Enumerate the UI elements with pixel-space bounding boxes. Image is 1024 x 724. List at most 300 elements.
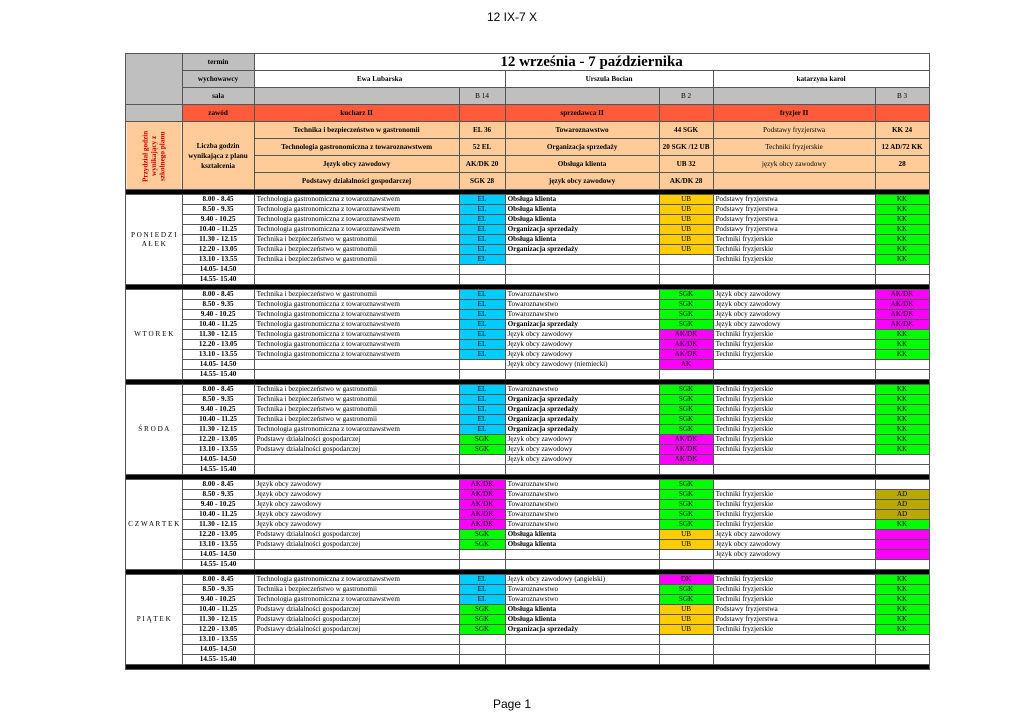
- subject-cell: Organizacja sprzedaży: [505, 405, 659, 415]
- lesson-row: [126, 195, 930, 205]
- teacher-code: SGK: [659, 510, 713, 520]
- teacher-code: EL: [459, 310, 505, 320]
- subject-cell: [505, 560, 659, 570]
- plan-cell: Technologia gastronomiczna z towaroznawstwem: [254, 139, 459, 156]
- subject-cell: Obsługa klienta: [505, 605, 659, 615]
- subject-cell: Techniki fryzjerskie: [713, 330, 875, 340]
- teacher-code: [659, 370, 713, 380]
- subject-cell: Techniki fryzjerskie: [713, 385, 875, 395]
- teacher-code: AK/DK: [459, 520, 505, 530]
- subject-cell: Technologia gastronomiczna z towaroznawstwem: [254, 205, 459, 215]
- teacher-code: SGK: [459, 625, 505, 635]
- teacher-code: SGK: [659, 490, 713, 500]
- lesson-row: [126, 560, 930, 570]
- teacher-code: [875, 265, 929, 275]
- subject-cell: Język obcy zawodowy: [713, 550, 875, 560]
- lesson-row: [126, 490, 930, 500]
- time-cell: 8.50 - 9.35: [182, 300, 254, 310]
- subject-cell: [713, 480, 875, 490]
- lesson-row: [126, 550, 930, 560]
- subject-cell: [713, 635, 875, 645]
- time-cell: 13.10 - 13.55: [182, 540, 254, 550]
- lesson-row: [126, 340, 930, 350]
- subject-cell: Techniki fryzjerskie: [713, 500, 875, 510]
- teacher-code: EL: [459, 225, 505, 235]
- page-footer: Page 1: [492, 697, 532, 711]
- subject-cell: Język obcy zawodowy (niemiecki): [505, 360, 659, 370]
- time-cell: 14.55- 15.40: [182, 275, 254, 285]
- teacher-code: KK: [875, 405, 929, 415]
- teacher-code: UB: [659, 245, 713, 255]
- subject-cell: Techniki fryzjerskie: [713, 435, 875, 445]
- subject-cell: Technologia gastronomiczna z towaroznawstwem: [254, 320, 459, 330]
- subject-cell: [505, 465, 659, 475]
- lesson-row: [126, 625, 930, 635]
- liczba-label: Liczba godzin wynikająca z planu kształcenia: [182, 122, 254, 190]
- subject-cell: [254, 465, 459, 475]
- teacher-code: SGK: [659, 385, 713, 395]
- subject-cell: Technologia gastronomiczna z towaroznawstwem: [254, 300, 459, 310]
- teacher-code: SGK: [659, 585, 713, 595]
- plan-cell: Towaroznawstwo: [505, 122, 659, 139]
- time-cell: 14.05- 14.50: [182, 550, 254, 560]
- subject-cell: Język obcy zawodowy: [713, 320, 875, 330]
- lesson-row: [126, 245, 930, 255]
- lesson-row: [126, 385, 930, 395]
- teacher-code: AK/DK: [875, 310, 929, 320]
- subject-cell: Towaroznawstwo: [505, 585, 659, 595]
- subject-cell: Technologia gastronomiczna z towaroznawstwem: [254, 575, 459, 585]
- teacher-code: EL: [459, 350, 505, 360]
- teacher-code: [875, 530, 929, 540]
- plan-row: [126, 122, 930, 139]
- teacher-code: AK/DK: [875, 290, 929, 300]
- teacher-code: EL: [459, 290, 505, 300]
- subject-cell: Technologia gastronomiczna z towaroznawstwem: [254, 310, 459, 320]
- teacher-code: EL: [459, 330, 505, 340]
- subject-cell: Organizacja sprzedaży: [505, 320, 659, 330]
- subject-cell: Podstawy fryzjerstwa: [713, 615, 875, 625]
- lesson-row: [126, 405, 930, 415]
- subject-cell: [505, 275, 659, 285]
- plan-cell: AK/DK 20: [459, 156, 505, 173]
- zawod-label: zawód: [182, 105, 254, 122]
- subject-cell: Organizacja sprzedaży: [505, 425, 659, 435]
- teacher-code: SGK: [659, 395, 713, 405]
- subject-cell: Towaroznawstwo: [505, 300, 659, 310]
- teacher-code: KK: [875, 585, 929, 595]
- subject-cell: [505, 550, 659, 560]
- teacher-code: EL: [459, 245, 505, 255]
- subject-cell: Podstawy fryzjerstwa: [713, 195, 875, 205]
- teacher-code: UB: [659, 235, 713, 245]
- time-cell: 14.55- 15.40: [182, 465, 254, 475]
- period-title: 12 września - 7 października: [254, 54, 929, 71]
- teacher-code: AK/DK: [659, 435, 713, 445]
- subject-cell: Techniki fryzjerskie: [713, 415, 875, 425]
- subject-cell: Język obcy zawodowy: [713, 540, 875, 550]
- teacher-code: [875, 645, 929, 655]
- subject-cell: Technika i bezpieczeństwo w gastronomii: [254, 415, 459, 425]
- subject-cell: Technika i bezpieczeństwo w gastronomii: [254, 255, 459, 265]
- teacher-code: EL: [459, 395, 505, 405]
- teacher-code: [459, 360, 505, 370]
- subject-cell: Towaroznawstwo: [505, 290, 659, 300]
- teacher-code: SGK: [659, 480, 713, 490]
- time-cell: 12.20 - 13.05: [182, 625, 254, 635]
- lesson-row: [126, 500, 930, 510]
- teacher-code: AK: [659, 360, 713, 370]
- time-cell: 14.05- 14.50: [182, 265, 254, 275]
- teacher-code: [659, 465, 713, 475]
- subject-cell: Technika i bezpieczeństwo w gastronomii: [254, 395, 459, 405]
- teacher-code: [459, 465, 505, 475]
- time-cell: 10.40 - 11.25: [182, 225, 254, 235]
- lesson-row: [126, 605, 930, 615]
- teacher-code: [875, 560, 929, 570]
- separator: [126, 665, 930, 670]
- teacher-code: [459, 550, 505, 560]
- teacher-code: EL: [459, 595, 505, 605]
- subject-cell: Technika i bezpieczeństwo w gastronomii: [254, 245, 459, 255]
- subject-cell: Obsługa klienta: [505, 530, 659, 540]
- lesson-row: [126, 445, 930, 455]
- time-cell: 11.30 - 12.15: [182, 425, 254, 435]
- subject-cell: Podstawy fryzjerstwa: [713, 225, 875, 235]
- teacher-code: EL: [459, 385, 505, 395]
- teacher-code: [659, 550, 713, 560]
- lesson-row: [126, 455, 930, 465]
- day-label: P O N I E D Z I A Ł E K: [126, 195, 183, 285]
- plan-cell: Technika i bezpieczeństwo w gastronomii: [254, 122, 459, 139]
- teacher-code: [459, 455, 505, 465]
- subject-cell: Organizacja sprzedaży: [505, 245, 659, 255]
- teacher-code: KK: [875, 195, 929, 205]
- time-cell: 8.50 - 9.35: [182, 395, 254, 405]
- time-cell: 13.10 - 13.55: [182, 445, 254, 455]
- subject-cell: Obsługa klienta: [505, 205, 659, 215]
- subject-cell: Podstawy działalności gospodarczej: [254, 540, 459, 550]
- lesson-row: [126, 415, 930, 425]
- teacher-code: [659, 275, 713, 285]
- subject-cell: [254, 645, 459, 655]
- time-cell: 10.40 - 11.25: [182, 415, 254, 425]
- lesson-row: [126, 520, 930, 530]
- lesson-row: [126, 395, 930, 405]
- teacher-code: SGK: [459, 530, 505, 540]
- lesson-row: [126, 360, 930, 370]
- subject-cell: Język obcy zawodowy: [505, 350, 659, 360]
- plan-cell: 12 AD/72 KK: [875, 139, 929, 156]
- teacher-code: [659, 265, 713, 275]
- day-label: P I Ą T E K: [126, 575, 183, 665]
- teacher-code: AD: [875, 490, 929, 500]
- teacher-code: AK/DK: [459, 480, 505, 490]
- day-label: W T O R E K: [126, 290, 183, 380]
- subject-cell: Techniki fryzjerskie: [713, 575, 875, 585]
- subject-cell: Techniki fryzjerskie: [713, 595, 875, 605]
- teacher-code: SGK: [659, 415, 713, 425]
- time-cell: 12.20 - 13.05: [182, 340, 254, 350]
- teacher-code: [459, 370, 505, 380]
- plan-cell: AK/DK 28: [659, 173, 713, 190]
- teacher-code: EL: [459, 215, 505, 225]
- plan-cell: [713, 173, 875, 190]
- subject-cell: [505, 635, 659, 645]
- profession-1: kucharz II: [254, 105, 459, 122]
- teacher-1: Ewa Lubarska: [254, 71, 505, 88]
- subject-cell: Technika i bezpieczeństwo w gastronomii: [254, 385, 459, 395]
- teacher-code: UB: [659, 605, 713, 615]
- subject-cell: Techniki fryzjerskie: [713, 445, 875, 455]
- teacher-2: Urszula Bocian: [505, 71, 713, 88]
- subject-cell: [254, 655, 459, 665]
- subject-cell: Towaroznawstwo: [505, 595, 659, 605]
- schedule-table: [125, 53, 930, 670]
- termin-label: termin: [182, 54, 254, 71]
- teacher-code: AD: [875, 500, 929, 510]
- subject-cell: Język obcy zawodowy: [505, 330, 659, 340]
- subject-cell: Techniki fryzjerskie: [713, 510, 875, 520]
- plan-cell: SGK 28: [459, 173, 505, 190]
- plan-cell: Język obcy zawodowy: [254, 156, 459, 173]
- teacher-code: [459, 275, 505, 285]
- teacher-code: [459, 645, 505, 655]
- subject-cell: [505, 645, 659, 655]
- teacher-code: KK: [875, 395, 929, 405]
- plan-cell: Organizacja sprzedaży: [505, 139, 659, 156]
- lesson-row: [126, 645, 930, 655]
- subject-cell: Język obcy zawodowy: [505, 455, 659, 465]
- teacher-code: KK: [875, 415, 929, 425]
- lesson-row: [126, 310, 930, 320]
- teacher-code: EL: [459, 425, 505, 435]
- plan-cell: Obsługa klienta: [505, 156, 659, 173]
- subject-cell: Język obcy zawodowy: [254, 510, 459, 520]
- teacher-code: AD: [875, 510, 929, 520]
- subject-cell: [254, 265, 459, 275]
- teacher-code: UB: [659, 215, 713, 225]
- teacher-code: EL: [459, 575, 505, 585]
- subject-cell: Technika i bezpieczeństwo w gastronomii: [254, 405, 459, 415]
- sala-label: sala: [182, 88, 254, 105]
- subject-cell: Towaroznawstwo: [505, 480, 659, 490]
- teacher-code: KK: [875, 385, 929, 395]
- teacher-code: AK/DK: [459, 500, 505, 510]
- teacher-code: [459, 265, 505, 275]
- subject-cell: Towaroznawstwo: [505, 490, 659, 500]
- profession-3: fryzjer II: [713, 105, 875, 122]
- subject-cell: [254, 275, 459, 285]
- teacher-code: UB: [659, 625, 713, 635]
- subject-cell: Język obcy zawodowy: [254, 480, 459, 490]
- teacher-code: SGK: [659, 300, 713, 310]
- lesson-row: [126, 290, 930, 300]
- time-cell: 11.30 - 12.15: [182, 235, 254, 245]
- subject-cell: Podstawy działalności gospodarczej: [254, 435, 459, 445]
- lesson-row: [126, 635, 930, 645]
- teacher-code: SGK: [659, 320, 713, 330]
- subject-cell: Technologia gastronomiczna z towaroznawstwem: [254, 340, 459, 350]
- teacher-code: KK: [875, 215, 929, 225]
- teacher-code: [459, 655, 505, 665]
- corner-cell: [126, 54, 183, 105]
- lesson-row: [126, 480, 930, 490]
- subject-cell: Techniki fryzjerskie: [713, 350, 875, 360]
- teacher-code: SGK: [659, 520, 713, 530]
- subject-cell: Technologia gastronomiczna z towaroznawstwem: [254, 425, 459, 435]
- teacher-code: UB: [659, 540, 713, 550]
- teacher-code: SGK: [459, 435, 505, 445]
- subject-cell: Techniki fryzjerskie: [713, 490, 875, 500]
- separator-row: [126, 665, 930, 670]
- plan-cell: EL 36: [459, 122, 505, 139]
- lesson-row: [126, 540, 930, 550]
- teacher-code: EL: [459, 340, 505, 350]
- teacher-code: AK/DK: [459, 510, 505, 520]
- teacher-code: UB: [659, 195, 713, 205]
- subject-cell: [713, 655, 875, 665]
- teacher-code: KK: [875, 235, 929, 245]
- plan-cell: język obcy zawodowy: [713, 156, 875, 173]
- time-cell: 11.30 - 12.15: [182, 520, 254, 530]
- subject-cell: Techniki fryzjerskie: [713, 625, 875, 635]
- teacher-code: SGK: [659, 425, 713, 435]
- subject-cell: Techniki fryzjerskie: [713, 405, 875, 415]
- teacher-code: EL: [459, 205, 505, 215]
- time-cell: 14.05- 14.50: [182, 645, 254, 655]
- teacher-code: KK: [875, 615, 929, 625]
- teacher-code: KK: [875, 520, 929, 530]
- teacher-code: KK: [875, 225, 929, 235]
- wychowawcy-label: wychowawcy: [182, 71, 254, 88]
- subject-cell: Techniki fryzjerskie: [713, 425, 875, 435]
- day-label: C Z W A R T E K: [126, 480, 183, 570]
- time-cell: 10.40 - 11.25: [182, 510, 254, 520]
- teacher-code: SGK: [659, 290, 713, 300]
- lesson-row: [126, 205, 930, 215]
- time-cell: 10.40 - 11.25: [182, 605, 254, 615]
- lesson-row: [126, 330, 930, 340]
- subject-cell: [505, 255, 659, 265]
- teacher-code: SGK: [459, 445, 505, 455]
- subject-cell: [505, 655, 659, 665]
- teacher-code: [659, 560, 713, 570]
- teacher-code: KK: [875, 625, 929, 635]
- teacher-code: KK: [875, 425, 929, 435]
- time-cell: 12.20 - 13.05: [182, 245, 254, 255]
- subject-cell: Techniki fryzjerskie: [713, 520, 875, 530]
- time-cell: 11.30 - 12.15: [182, 330, 254, 340]
- teacher-code: AK/DK: [459, 490, 505, 500]
- teacher-code: KK: [875, 245, 929, 255]
- subject-cell: Techniki fryzjerskie: [713, 585, 875, 595]
- subject-cell: Towaroznawstwo: [505, 385, 659, 395]
- teacher-code: [875, 540, 929, 550]
- subject-cell: Język obcy zawodowy: [505, 340, 659, 350]
- subject-cell: Język obcy zawodowy (angielski): [505, 575, 659, 585]
- subject-cell: Podstawy działalności gospodarczej: [254, 445, 459, 455]
- teacher-code: KK: [875, 575, 929, 585]
- teacher-code: KK: [875, 350, 929, 360]
- teacher-code: [875, 455, 929, 465]
- time-cell: 13.10 - 13.55: [182, 350, 254, 360]
- teacher-code: [875, 370, 929, 380]
- lesson-row: [126, 465, 930, 475]
- teacher-code: AK/DK: [659, 330, 713, 340]
- teacher-code: KK: [875, 445, 929, 455]
- subject-cell: Podstawy działalności gospodarczej: [254, 615, 459, 625]
- subject-cell: Techniki fryzjerskie: [713, 255, 875, 265]
- subject-cell: Technika i bezpieczeństwo w gastronomii: [254, 585, 459, 595]
- plan-cell: 52 EL: [459, 139, 505, 156]
- teacher-code: KK: [875, 435, 929, 445]
- subject-cell: Technika i bezpieczeństwo w gastronomii: [254, 235, 459, 245]
- subject-cell: Technologia gastronomiczna z towaroznawstwem: [254, 595, 459, 605]
- subject-cell: [254, 560, 459, 570]
- plan-cell: Podstawy działalności gospodarczej: [254, 173, 459, 190]
- teacher-code: AK/DK: [659, 445, 713, 455]
- subject-cell: [713, 275, 875, 285]
- teacher-code: [875, 480, 929, 490]
- lesson-row: [126, 615, 930, 625]
- teacher-code: SGK: [659, 500, 713, 510]
- time-cell: 9.40 - 10.25: [182, 595, 254, 605]
- time-cell: 13.10 - 13.55: [182, 635, 254, 645]
- subject-cell: [254, 370, 459, 380]
- room-2: B 2: [659, 88, 713, 105]
- subject-cell: Podstawy działalności gospodarczej: [254, 530, 459, 540]
- teacher-code: EL: [459, 235, 505, 245]
- subject-cell: [713, 360, 875, 370]
- teacher-code: EL: [459, 255, 505, 265]
- subject-cell: Organizacja sprzedaży: [505, 625, 659, 635]
- plan-cell: język obcy zawodowy: [505, 173, 659, 190]
- subject-cell: Język obcy zawodowy: [254, 520, 459, 530]
- subject-cell: [254, 360, 459, 370]
- teacher-code: AK/DK: [875, 300, 929, 310]
- time-cell: 8.50 - 9.35: [182, 585, 254, 595]
- lesson-row: [126, 265, 930, 275]
- subject-cell: [505, 265, 659, 275]
- subject-cell: Obsługa klienta: [505, 215, 659, 225]
- page-title: 12 IX-7 X: [486, 10, 538, 24]
- lesson-row: [126, 425, 930, 435]
- lesson-row: [126, 215, 930, 225]
- subject-cell: Techniki fryzjerskie: [713, 245, 875, 255]
- plan-cell: 44 SGK: [659, 122, 713, 139]
- teacher-code: [659, 645, 713, 655]
- teacher-code: KK: [875, 595, 929, 605]
- teacher-code: UB: [659, 205, 713, 215]
- subject-cell: [254, 550, 459, 560]
- teacher-code: SGK: [459, 615, 505, 625]
- teacher-code: [659, 655, 713, 665]
- lesson-row: [126, 595, 930, 605]
- teacher-code: EL: [459, 195, 505, 205]
- subject-cell: Towaroznawstwo: [505, 510, 659, 520]
- subject-cell: Podstawy działalności gospodarczej: [254, 605, 459, 615]
- teacher-code: [659, 635, 713, 645]
- teacher-code: [875, 550, 929, 560]
- plan-cell: KK 24: [875, 122, 929, 139]
- teacher-code: UB: [659, 225, 713, 235]
- subject-cell: [713, 560, 875, 570]
- time-cell: 9.40 - 10.25: [182, 500, 254, 510]
- subject-cell: Technologia gastronomiczna z towaroznawstwem: [254, 330, 459, 340]
- teacher-code: KK: [875, 205, 929, 215]
- lesson-row: [126, 300, 930, 310]
